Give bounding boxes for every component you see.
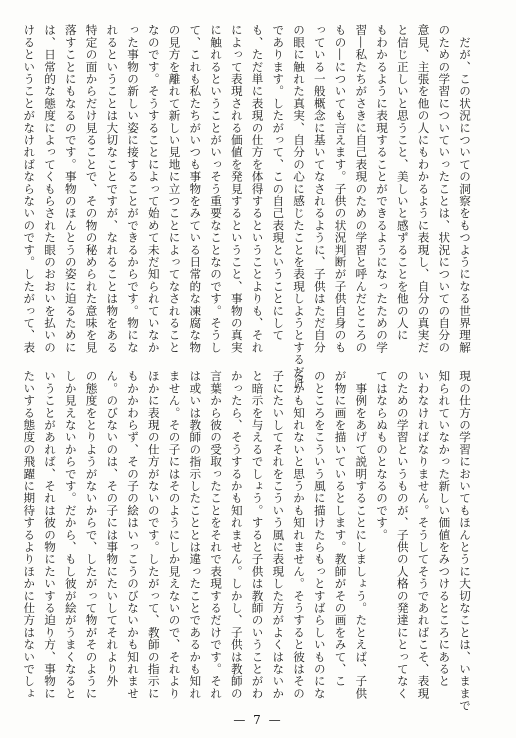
text-line: けるということがなければならないのです。したがって、表	[22, 24, 37, 354]
text-line: が物に画を描いているとします。教師がその画をみて、こ	[333, 370, 348, 688]
text-line: と暗示を与えるでしょう。すると子供は教師のいうことがわ	[250, 370, 265, 700]
text-line: 特定の面からだけ見ることで、その物の秘められた意味を見	[84, 24, 99, 354]
text-line: のための学習についていったことは、状況についての自分の	[437, 24, 452, 354]
text-line: のための学習というものが、子供の人格の発達にとってなく	[395, 370, 410, 700]
text-line: もかかわらず、その子の絵はいっこうのびないかも知れませ	[126, 370, 140, 700]
text-line: 子にたいしてそれをこういう風に表現した方がよくはないか	[271, 370, 286, 700]
text-line: と信じ正しいと思うこと、美しいと感ずることを他の人に	[395, 24, 410, 342]
page-number: — 7 —	[233, 713, 283, 727]
text-line: るかも知れないと思うかも知れません。そうすると彼はその	[292, 370, 306, 700]
text-line: も、ただ単に表現の仕方を体得するということよりも、それ	[250, 24, 265, 354]
text-line: っている一般概念に基いてなされるように、子供はただ自分	[312, 24, 327, 354]
text-line: もの―についても言えます。子供の状況判断が子供自身のも	[333, 24, 348, 354]
text-line: だが、この状況についての洞察をもつようになる世界理解	[458, 24, 472, 354]
text-line: たいする態度の飛躍に期待するよりほかに仕方はないでしょ	[22, 370, 37, 700]
text-line: った事物の新しい姿に接することができるからです。物にな	[126, 24, 140, 354]
text-line: しか見えないからです。だから、もし彼が絵がうまくなると	[63, 370, 78, 700]
text-line: ん。のびないのは、その子には事物にたいしてそれより外	[105, 370, 120, 688]
text-line: かったら、そうするかも知れません。しかし、子供は教師の	[229, 370, 244, 700]
bottom-text-block	[22, 370, 475, 712]
text-line: の見方を離れて新しい見地に立つことによってなされること	[167, 24, 182, 354]
text-line: であります。したがって、この自己表現ということにして	[271, 24, 286, 342]
text-line: 事例をあげて説明することにしましょう。たとえば、子供	[354, 370, 369, 700]
text-line: は、日常的な態度によってくもらされた眼のおおいを払いの	[43, 24, 57, 354]
text-line: 落すことにもなるのです。事物のほんとうの姿に迫るために	[63, 24, 78, 354]
text-line: 言葉から彼の受取ったことをそれで表現するだけです。それ	[209, 370, 223, 700]
text-line: 現の仕方の学習においてもほんとうに大切なことは、いままで	[458, 370, 472, 712]
text-line: ません。その子にはそのようにしか見えないので、それより	[167, 370, 182, 700]
text-line: れるということは大切なことですが、なれることは物をある	[105, 24, 120, 354]
text-line: に触れるということがいっそう重要なことなのです。そうし	[209, 24, 223, 354]
text-line: ほかに表現の仕方がないのです。したがって、教師の指示に	[146, 370, 161, 700]
text-line: もわかるように表現することができるようになったための学	[375, 24, 389, 354]
text-line: いわなければなりません。そうしてそうであればこそ、表現	[416, 370, 431, 700]
text-line: いうことがあれば、それは彼の物にたいする迫り方、事物に	[43, 370, 57, 700]
text-line: の態度をとりようがないからで、したがって物がそのように	[84, 370, 99, 700]
text-line: の眼に触れた真実、自分の心に感じたことを表現しようとするだけ	[292, 24, 306, 390]
text-line: は或いは教師の指示したこととは違ったことであるかも知れ	[188, 370, 203, 700]
text-line: によって表現される価値を発見するということ、事物の真実	[229, 24, 244, 354]
text-line: 知られていなかった新しい価値をみつけるところにあると	[437, 370, 452, 688]
text-line: て、これも私たちがいつも事物をみている日常的な凍腐な物	[188, 24, 203, 354]
text-line: てはならぬものとなるのです。	[375, 370, 389, 541]
text-line: 意見、主張を他の人にもわかるように表現し、自分の真実だ	[416, 24, 431, 354]
text-line: なのです。そうすることによって始めて未だ知られていなか	[146, 24, 161, 354]
text-line: のところをこういう風に描けたらもっとすばらしいものにな	[312, 370, 327, 700]
top-text-block	[22, 24, 475, 390]
text-line: 習―私たちがさきに自己表現のための学習と呼んだところの	[354, 24, 369, 354]
